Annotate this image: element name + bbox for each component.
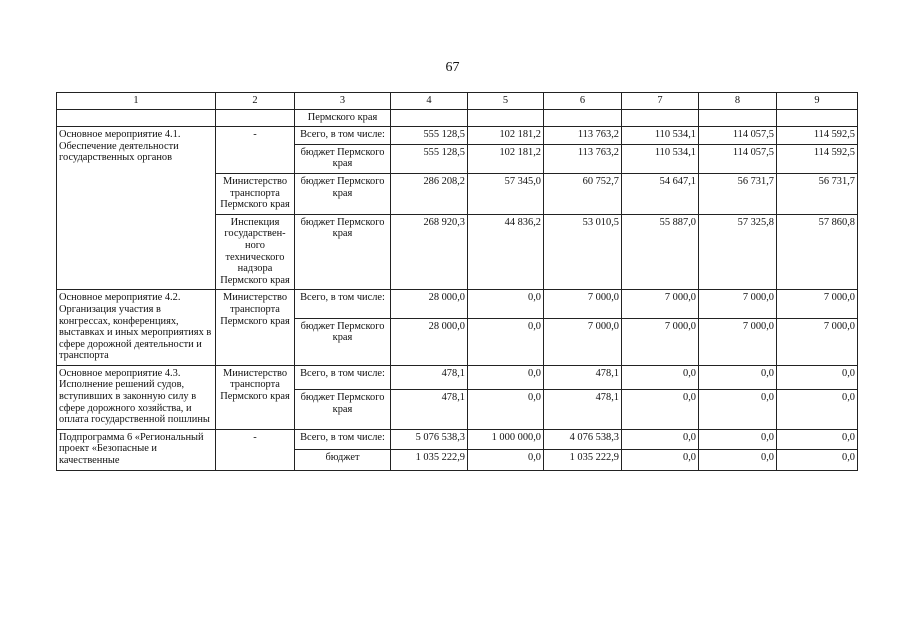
value-cell: 0,0 xyxy=(468,365,544,389)
value-cell: 478,1 xyxy=(544,389,622,429)
table-row xyxy=(57,127,858,145)
value-cell: 0,0 xyxy=(699,450,777,470)
executor: Министерство транспорта Пермского края xyxy=(216,290,295,366)
funding-source: бюджет Пермского края xyxy=(295,144,391,173)
value-cell: 7 000,0 xyxy=(544,290,622,318)
value-cell: 1 035 222,9 xyxy=(391,450,468,470)
value-cell: 110 534,1 xyxy=(622,144,699,173)
value-cell: 7 000,0 xyxy=(622,290,699,318)
value-cell: 0,0 xyxy=(777,365,858,389)
activity-name: Основное мероприятие 4.3. Исполнение решений судов, вступивших в законную силу в сфере дорожного хозяйства, и оплата государственной пошлины xyxy=(57,365,216,429)
column-number: 6 xyxy=(544,93,622,110)
value-cell: 0,0 xyxy=(468,318,544,365)
value-cell: 114 057,5 xyxy=(699,127,777,145)
value-cell: 113 763,2 xyxy=(544,127,622,145)
value-cell: 286 208,2 xyxy=(391,173,468,214)
value-cell: 7 000,0 xyxy=(777,290,858,318)
value-cell: 0,0 xyxy=(777,389,858,429)
column-number-row xyxy=(57,93,858,110)
value-cell: 57 325,8 xyxy=(699,214,777,290)
value-cell: 0,0 xyxy=(699,389,777,429)
value-cell: 0,0 xyxy=(468,389,544,429)
column-number: 1 xyxy=(57,93,216,110)
value-cell: 0,0 xyxy=(622,365,699,389)
table-row xyxy=(57,290,858,318)
value-cell: 57 345,0 xyxy=(468,173,544,214)
value-cell: 7 000,0 xyxy=(622,318,699,365)
column-number: 8 xyxy=(699,93,777,110)
value-cell: 110 534,1 xyxy=(622,127,699,145)
executor: - xyxy=(216,127,295,174)
activity-name: Подпрограмма 6 «Региональный проект «Безопасные и качественные xyxy=(57,429,216,470)
funding-source: Всего, в том числе: xyxy=(295,429,391,449)
value-cell: 28 000,0 xyxy=(391,318,468,365)
column-number: 2 xyxy=(216,93,295,110)
value-cell: 0,0 xyxy=(777,450,858,470)
funding-source: бюджет Пермского края xyxy=(295,389,391,429)
executor: - xyxy=(216,429,295,470)
value-cell: 0,0 xyxy=(468,450,544,470)
funding-source: Всего, в том числе: xyxy=(295,127,391,145)
table-row xyxy=(57,365,858,389)
value-cell: 113 763,2 xyxy=(544,144,622,173)
value-cell: 102 181,2 xyxy=(468,144,544,173)
value-cell: 7 000,0 xyxy=(699,318,777,365)
funding-source: бюджет Пермского края xyxy=(295,214,391,290)
value-cell: 114 592,5 xyxy=(777,144,858,173)
carry-over-row xyxy=(57,109,858,127)
funding-source: бюджет Пермского края xyxy=(295,173,391,214)
value-cell: 102 181,2 xyxy=(468,127,544,145)
activity-name: Основное мероприятие 4.1. Обеспечение деятельности государственных органов xyxy=(57,127,216,290)
funding-source: Всего, в том числе: xyxy=(295,365,391,389)
value-cell: 4 076 538,3 xyxy=(544,429,622,449)
value-cell: 60 752,7 xyxy=(544,173,622,214)
executor: Министерство транспорта Пермского края xyxy=(216,365,295,429)
column-number: 5 xyxy=(468,93,544,110)
value-cell: 5 076 538,3 xyxy=(391,429,468,449)
table-row xyxy=(57,429,858,449)
value-cell: 0,0 xyxy=(622,389,699,429)
value-cell: 53 010,5 xyxy=(544,214,622,290)
value-cell: 478,1 xyxy=(391,365,468,389)
column-number: 3 xyxy=(295,93,391,110)
value-cell: 0,0 xyxy=(699,365,777,389)
value-cell: 56 731,7 xyxy=(699,173,777,214)
column-number: 4 xyxy=(391,93,468,110)
value-cell: 44 836,2 xyxy=(468,214,544,290)
value-cell: 28 000,0 xyxy=(391,290,468,318)
funding-source: бюджет Пермского края xyxy=(295,318,391,365)
value-cell: 268 920,3 xyxy=(391,214,468,290)
column-number: 7 xyxy=(622,93,699,110)
funding-source: Всего, в том числе: xyxy=(295,290,391,318)
value-cell: 7 000,0 xyxy=(544,318,622,365)
value-cell: 555 128,5 xyxy=(391,144,468,173)
value-cell: 0,0 xyxy=(622,450,699,470)
value-cell: 114 592,5 xyxy=(777,127,858,145)
value-cell: 54 647,1 xyxy=(622,173,699,214)
executor: Министерство транспорта Пермского края xyxy=(216,173,295,214)
activity-name: Основное мероприятие 4.2. Организация участия в конгрессах, конференциях, выставках и иных мероприятиях в сфере дорожной деятельности и транспорта xyxy=(57,290,216,366)
value-cell: 478,1 xyxy=(544,365,622,389)
value-cell: 114 057,5 xyxy=(699,144,777,173)
value-cell: 0,0 xyxy=(622,429,699,449)
page-number: 67 xyxy=(445,60,460,75)
column-number: 9 xyxy=(777,93,858,110)
value-cell: 55 887,0 xyxy=(622,214,699,290)
funding-source: бюджет xyxy=(295,450,391,470)
value-cell: 56 731,7 xyxy=(777,173,858,214)
funding-source: Пермского края xyxy=(295,109,391,127)
value-cell: 555 128,5 xyxy=(391,127,468,145)
executor: Инспекция государствен-ного технического надзора Пермского края xyxy=(216,214,295,290)
value-cell: 7 000,0 xyxy=(699,290,777,318)
value-cell: 57 860,8 xyxy=(777,214,858,290)
value-cell: 1 035 222,9 xyxy=(544,450,622,470)
value-cell: 0,0 xyxy=(468,290,544,318)
value-cell: 1 000 000,0 xyxy=(468,429,544,449)
value-cell: 478,1 xyxy=(391,389,468,429)
value-cell: 7 000,0 xyxy=(777,318,858,365)
value-cell: 0,0 xyxy=(699,429,777,449)
budget-table xyxy=(56,92,858,471)
value-cell: 0,0 xyxy=(777,429,858,449)
